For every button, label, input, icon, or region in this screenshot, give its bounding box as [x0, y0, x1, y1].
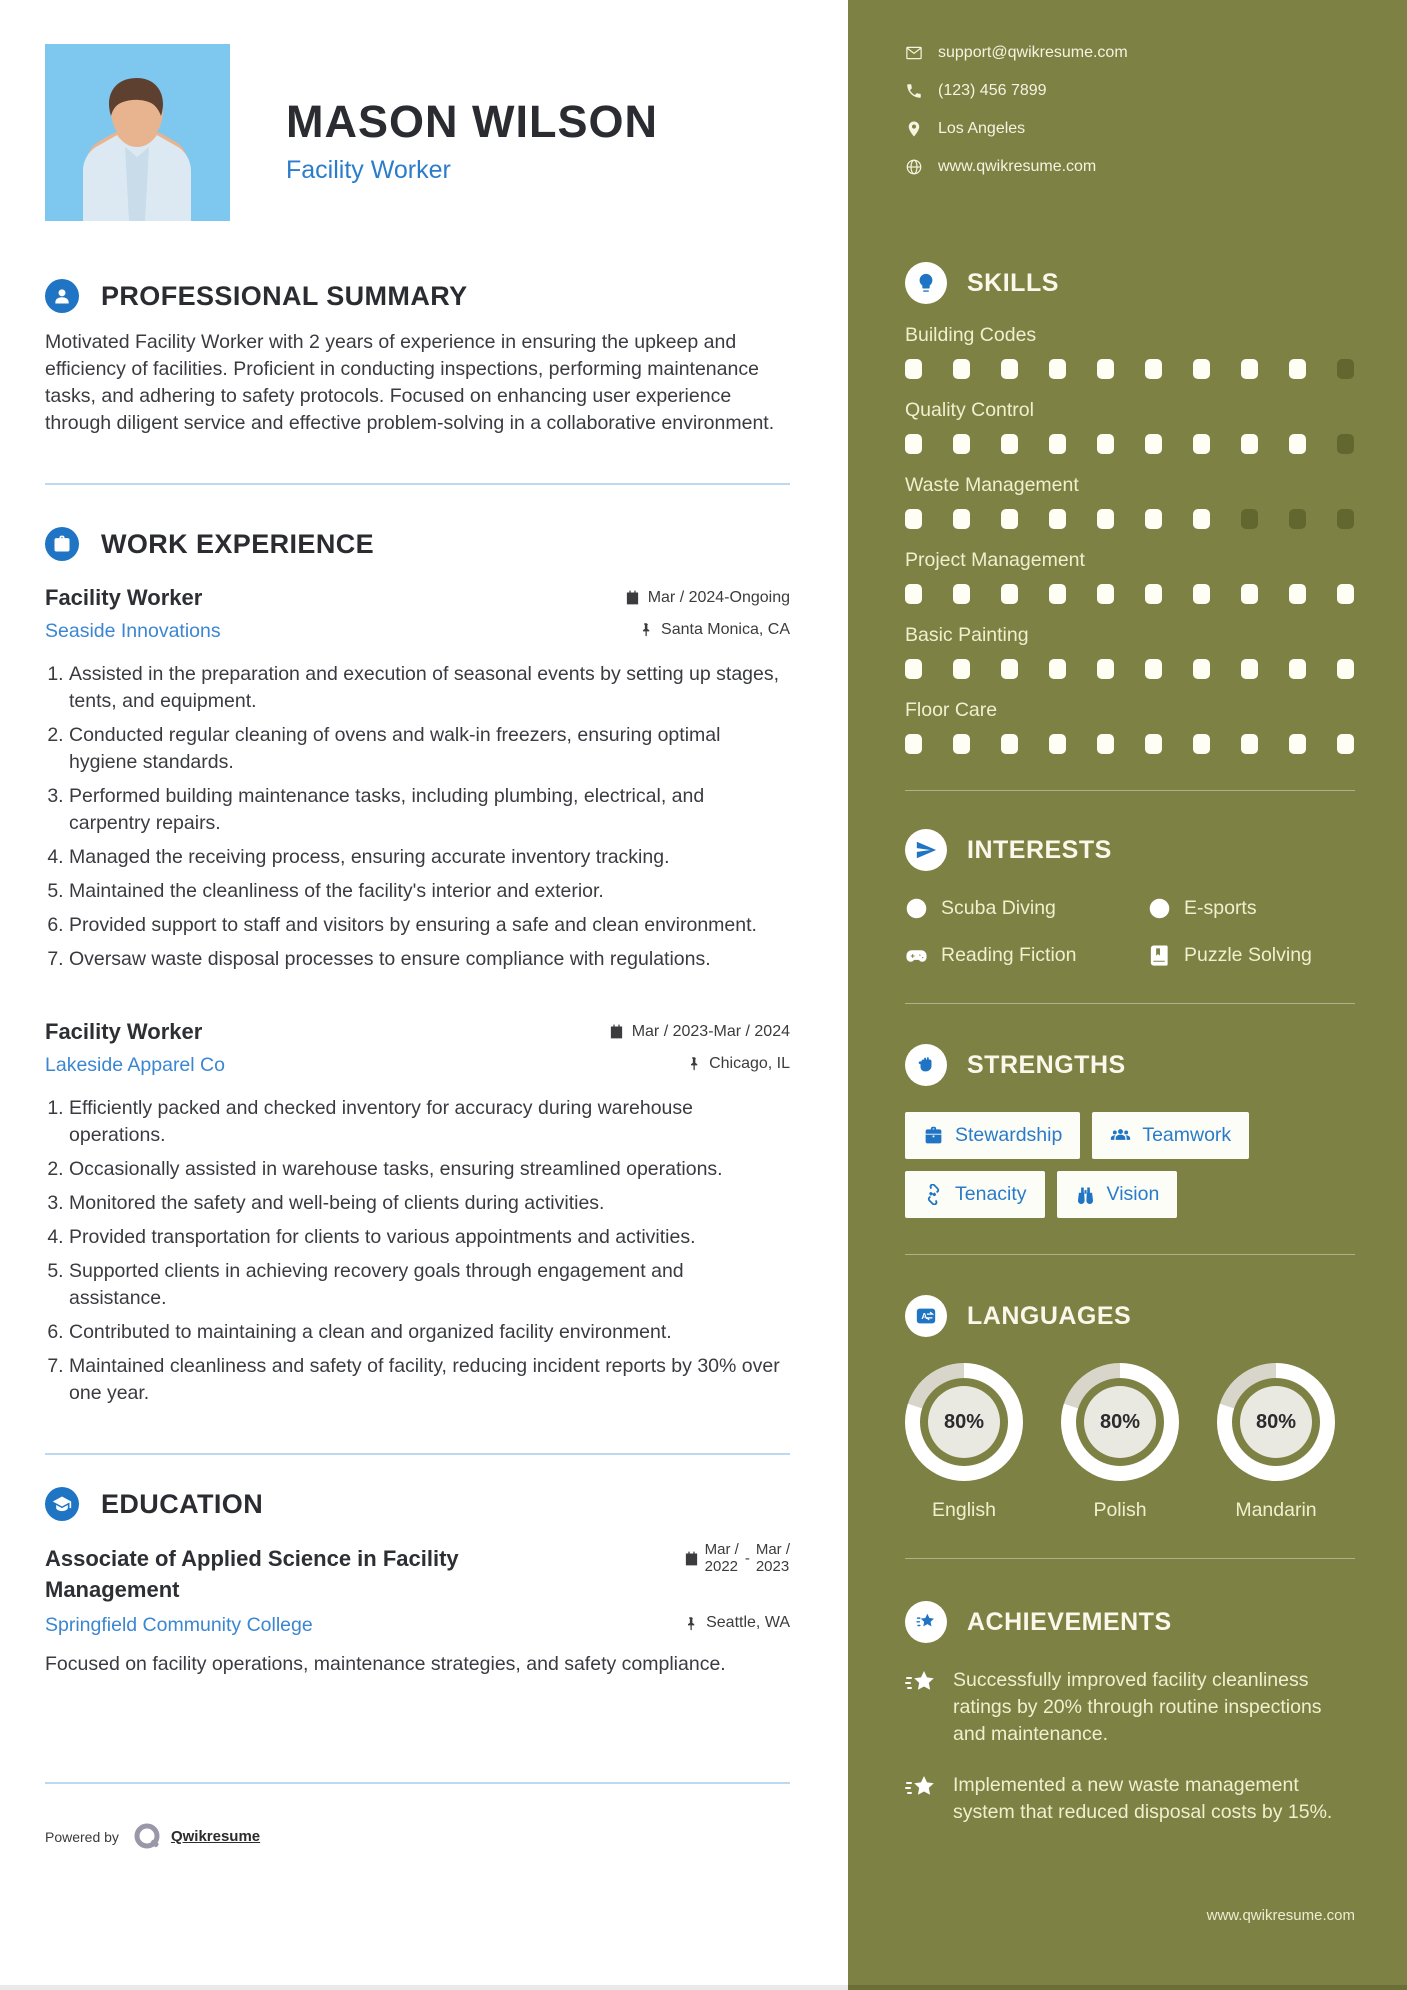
calendar-icon [625, 590, 640, 605]
rating-dot-empty [1337, 509, 1354, 529]
divider [905, 1003, 1355, 1004]
education-start-month: Mar / [704, 1541, 739, 1558]
job1-bullet: 3. Performed building maintenance tasks, including plumbing, electrical, and carpentry repairs. [69, 783, 785, 837]
name-block [286, 96, 658, 221]
skill-row: Building Codes [905, 324, 1355, 379]
skill-rating [905, 659, 1355, 679]
contact-phone-row [905, 82, 1355, 100]
interests-section-header [905, 829, 1355, 871]
job2-company: Lakeside Apparel Co [45, 1054, 225, 1076]
page-bottom-edge-left [0, 1985, 848, 1990]
rating-dot-filled [1241, 359, 1258, 379]
rating-dot-filled [1097, 734, 1114, 754]
achievement-item: Implemented a new waste management system that reduced disposal costs by 15%. [905, 1772, 1355, 1826]
rating-dot-filled [1097, 659, 1114, 679]
section-languages [905, 1295, 1355, 1522]
lightbulb-icon [905, 262, 947, 304]
rating-dot-filled [1193, 434, 1210, 454]
strengths-section-header [905, 1044, 1355, 1086]
divider [905, 1254, 1355, 1255]
contact-phone: (123) 456 7899 [938, 82, 1047, 99]
rating-dot-filled [1049, 359, 1066, 379]
rating-dot-filled [1097, 434, 1114, 454]
page-bottom-edge-right [848, 1985, 1407, 1990]
qwikresume-logo-icon [133, 1822, 163, 1852]
rating-dot-filled [953, 509, 970, 529]
job-entry-1 [45, 585, 790, 973]
job1-bullet: 7. Oversaw waste disposal processes to ensure compliance with regulations. [69, 946, 785, 973]
right-sidebar [848, 0, 1407, 1990]
contact-location: Los Angeles [938, 120, 1026, 137]
svg-text:A: A [921, 1312, 928, 1322]
rating-dot-filled [1001, 434, 1018, 454]
job1-date: Mar / 2024-Ongoing [625, 589, 790, 607]
strengths-heading: STRENGTHS [967, 1050, 1126, 1079]
rating-dot-filled [905, 659, 922, 679]
language-percent: 80% [943, 1410, 985, 1433]
rating-dot-filled [1241, 434, 1258, 454]
rating-dot-filled [1241, 734, 1258, 754]
qwikresume-link[interactable]: Qwikresume [170, 1828, 261, 1845]
rating-dot-filled [905, 584, 922, 604]
job2-title-row [45, 1019, 790, 1045]
translate-icon [905, 1295, 947, 1337]
language-item [1061, 1363, 1179, 1522]
language-progress-ring [1061, 1363, 1179, 1481]
education-school-row [45, 1605, 790, 1637]
summary-section-header [45, 279, 790, 313]
interest-item: Scuba Diving [905, 897, 1148, 920]
rating-dot-filled [1049, 584, 1066, 604]
languages-section-header [905, 1295, 1355, 1337]
language-progress-ring [1217, 1363, 1335, 1481]
rating-dot-filled [1097, 359, 1114, 379]
job2-bullet: 7. Maintained cleanliness and safety of facility, reducing incident reports by 30% over one year. [69, 1353, 785, 1407]
job1-company: Seaside Innovations [45, 620, 221, 642]
rating-dot-filled [1001, 734, 1018, 754]
rating-dot-filled [953, 734, 970, 754]
rating-dot-filled [1049, 659, 1066, 679]
job1-bullets [69, 661, 785, 973]
skills-heading: SKILLS [967, 268, 1059, 297]
language-item [1217, 1363, 1335, 1522]
section-achievements [905, 1601, 1355, 1826]
rating-dot-filled [1289, 659, 1306, 679]
achievement-item: Successfully improved facility cleanliness ratings by 20% through routine inspections and maintenance. [905, 1667, 1355, 1748]
pushpin-icon [686, 1056, 701, 1071]
pushpin-icon [683, 1616, 698, 1631]
footer-website: www.qwikresume.com [1206, 1907, 1355, 1924]
languages-list [905, 1363, 1355, 1522]
person-name: MASON WILSON [286, 96, 658, 147]
rating-dot-filled [1001, 584, 1018, 604]
interests-heading: INTERESTS [967, 835, 1112, 864]
calendar-icon [609, 1024, 624, 1039]
rating-dot-filled [953, 359, 970, 379]
phone-icon [905, 82, 923, 100]
work-heading: WORK EXPERIENCE [101, 528, 375, 559]
briefcase-icon [923, 1125, 944, 1146]
section-work-experience [45, 527, 790, 1407]
strength-item: Stewardship [905, 1112, 1080, 1159]
chain-icon [923, 1184, 944, 1205]
contact-email-row [905, 44, 1355, 62]
rating-dot-filled [1337, 659, 1354, 679]
rating-dot-filled [1289, 434, 1306, 454]
job-entry-2 [45, 1019, 790, 1407]
rating-dot-filled [1001, 509, 1018, 529]
person-icon [45, 279, 79, 313]
job2-date: Mar / 2023-Mar / 2024 [609, 1023, 790, 1041]
job2-bullet: 4. Provided transportation for clients to various appointments and activities. [69, 1224, 785, 1251]
fist-icon [905, 1044, 947, 1086]
language-item [905, 1363, 1023, 1522]
users-icon [1110, 1125, 1131, 1146]
rating-dot-filled [1097, 509, 1114, 529]
rating-dot-filled [1145, 734, 1162, 754]
job1-bullet: 6. Provided support to staff and visitors by ensuring a safe and clean environment. [69, 912, 785, 939]
education-degree-row [45, 1541, 790, 1605]
education-end-month: Mar / [755, 1541, 790, 1558]
education-location: Seattle, WA [683, 1614, 790, 1632]
divider [45, 1453, 790, 1455]
education-entry [45, 1541, 790, 1678]
rating-dot-filled [1289, 734, 1306, 754]
rating-dot-filled [905, 509, 922, 529]
interests-grid [905, 897, 1355, 967]
interest-item: Puzzle Solving [1148, 944, 1355, 967]
strengths-list [905, 1112, 1325, 1218]
rating-dot-filled [905, 734, 922, 754]
education-date-separator: - [744, 1549, 750, 1567]
rating-dot-filled [1145, 659, 1162, 679]
skill-rating [905, 359, 1355, 379]
calendar-icon [684, 1551, 699, 1566]
job2-bullet: 5. Supported clients in achieving recovery goals through engagement and assistance. [69, 1258, 785, 1312]
strength-item: Tenacity [905, 1171, 1045, 1218]
interest-item: Reading Fiction [905, 944, 1148, 967]
skill-rating [905, 434, 1355, 454]
job2-title: Facility Worker [45, 1019, 203, 1044]
rating-dot-filled [1145, 359, 1162, 379]
resume-header [45, 44, 790, 221]
education-section-header [45, 1487, 790, 1521]
education-note: Focused on facility operations, maintenance strategies, and safety compliance. [45, 1652, 726, 1675]
rating-dot-filled [953, 434, 970, 454]
language-progress-ring [905, 1363, 1023, 1481]
education-school: Springfield Community College [45, 1613, 313, 1636]
rating-dot-filled [1097, 584, 1114, 604]
skill-row: Project Management [905, 549, 1355, 604]
job1-bullet: 4. Managed the receiving process, ensuring accurate inventory tracking. [69, 844, 785, 871]
rating-dot-filled [1193, 734, 1210, 754]
rating-dot-filled [1241, 659, 1258, 679]
skill-row: Waste Management [905, 474, 1355, 529]
achievements-heading: ACHIEVEMENTS [967, 1607, 1172, 1636]
star-icon [905, 1601, 947, 1643]
rating-dot-empty [1337, 434, 1354, 454]
contact-location-row [905, 120, 1355, 138]
skill-row: Floor Care [905, 699, 1355, 754]
language-percent: 80% [1255, 1410, 1297, 1433]
avatar [45, 44, 230, 221]
section-education [45, 1487, 790, 1678]
job1-company-row [45, 611, 790, 643]
rating-dot-empty [1289, 509, 1306, 529]
job2-bullet: 1. Efficiently packed and checked inventory for accuracy during warehouse operations. [69, 1095, 785, 1149]
rating-dot-filled [1049, 509, 1066, 529]
divider [905, 1558, 1355, 1559]
work-section-header [45, 527, 790, 561]
language-percent: 80% [1099, 1410, 1141, 1433]
job1-title: Facility Worker [45, 585, 203, 610]
job2-bullet: 6. Contributed to maintaining a clean and organized facility environment. [69, 1319, 785, 1346]
rating-dot-filled [953, 584, 970, 604]
job2-bullets [69, 1095, 785, 1407]
job2-bullet: 3. Monitored the safety and well-being of clients during activities. [69, 1190, 785, 1217]
shooting-star-icon [905, 1669, 937, 1699]
contact-website: www.qwikresume.com [938, 158, 1097, 175]
rating-dot-filled [1193, 659, 1210, 679]
rating-dot-filled [905, 434, 922, 454]
job2-bullet: 2. Occasionally assisted in warehouse tasks, ensuring streamlined operations. [69, 1156, 785, 1183]
rating-dot-filled [1001, 359, 1018, 379]
footer-left [45, 1822, 790, 1852]
job2-company-row [45, 1045, 790, 1077]
rating-dot-filled [1001, 659, 1018, 679]
skill-row: Quality Control [905, 399, 1355, 454]
rating-dot-empty [1241, 509, 1258, 529]
rating-dot-filled [1241, 584, 1258, 604]
rating-dot-filled [953, 659, 970, 679]
section-interests [905, 829, 1355, 967]
skills-section-header [905, 262, 1355, 304]
rating-dot-filled [905, 359, 922, 379]
education-degree: Associate of Applied Science in Facility Management [45, 1545, 459, 1602]
divider [905, 790, 1355, 791]
life-ring-icon [1148, 897, 1171, 920]
profile-photo [45, 44, 230, 221]
strength-item: Vision [1057, 1171, 1178, 1218]
section-skills [905, 262, 1355, 754]
binoculars-icon [1075, 1184, 1096, 1205]
location-pin-icon [905, 120, 923, 138]
rating-dot-filled [1145, 584, 1162, 604]
education-end-year: 2023 [755, 1558, 790, 1575]
divider [45, 1782, 790, 1784]
life-ring-icon [905, 897, 928, 920]
pushpin-icon [638, 622, 653, 637]
rating-dot-filled [1193, 509, 1210, 529]
interest-item: E-sports [1148, 897, 1355, 920]
shooting-star-icon [905, 1774, 937, 1804]
languages-heading: LANGUAGES [967, 1301, 1132, 1330]
rating-dot-filled [1049, 434, 1066, 454]
skill-rating [905, 734, 1355, 754]
job1-title-row [45, 585, 790, 611]
language-name: Mandarin [1235, 1499, 1317, 1521]
envelope-icon [905, 44, 923, 62]
summary-heading: PROFESSIONAL SUMMARY [101, 280, 468, 311]
section-professional-summary [45, 279, 790, 437]
skill-rating [905, 584, 1355, 604]
briefcase-icon [45, 527, 79, 561]
gamepad-icon [905, 944, 928, 967]
rating-dot-filled [1193, 359, 1210, 379]
graduation-cap-icon [45, 1487, 79, 1521]
rating-dot-filled [1145, 434, 1162, 454]
contact-email: support@qwikresume.com [938, 44, 1128, 61]
powered-by-label: Powered by [45, 1828, 119, 1845]
rating-dot-filled [1193, 584, 1210, 604]
job1-bullet: 1. Assisted in the preparation and execution of seasonal events by setting up stages, tents, and equipment. [69, 661, 785, 715]
rating-dot-filled [1145, 509, 1162, 529]
divider [45, 483, 790, 485]
rating-dot-filled [1337, 734, 1354, 754]
language-name: English [932, 1499, 996, 1521]
rating-dot-filled [1049, 734, 1066, 754]
paper-plane-icon [905, 829, 947, 871]
skill-rating [905, 509, 1355, 529]
rating-dot-filled [1337, 584, 1354, 604]
strength-item: Teamwork [1092, 1112, 1249, 1159]
skill-row: Basic Painting [905, 624, 1355, 679]
globe-icon [905, 158, 923, 176]
summary-text: Motivated Facility Worker with 2 years of experience in ensuring the upkeep and efficiency of facilities. Proficient in conducting inspections, performing maintenance tasks, and adhering to safety protocols. Focused on enhancing user experience through diligent service and effective problem-solving in a collaborative environment. [45, 331, 775, 434]
rating-dot-filled [1289, 359, 1306, 379]
education-dates [684, 1541, 790, 1575]
job1-bullet: 2. Conducted regular cleaning of ovens and walk-in freezers, ensuring optimal hygiene standards. [69, 722, 785, 776]
contact-website-row [905, 158, 1355, 176]
rating-dot-empty [1337, 359, 1354, 379]
book-icon [1148, 944, 1171, 967]
job2-location: Chicago, IL [686, 1055, 790, 1073]
job1-bullet: 5. Maintained the cleanliness of the facility's interior and exterior. [69, 878, 785, 905]
language-name: Polish [1093, 1499, 1147, 1521]
education-heading: EDUCATION [101, 1488, 264, 1519]
education-start-year: 2022 [704, 1558, 739, 1575]
achievements-section-header [905, 1601, 1355, 1643]
section-strengths [905, 1044, 1355, 1218]
person-job-title: Facility Worker [286, 156, 451, 184]
rating-dot-filled [1289, 584, 1306, 604]
job1-location: Santa Monica, CA [638, 621, 790, 639]
